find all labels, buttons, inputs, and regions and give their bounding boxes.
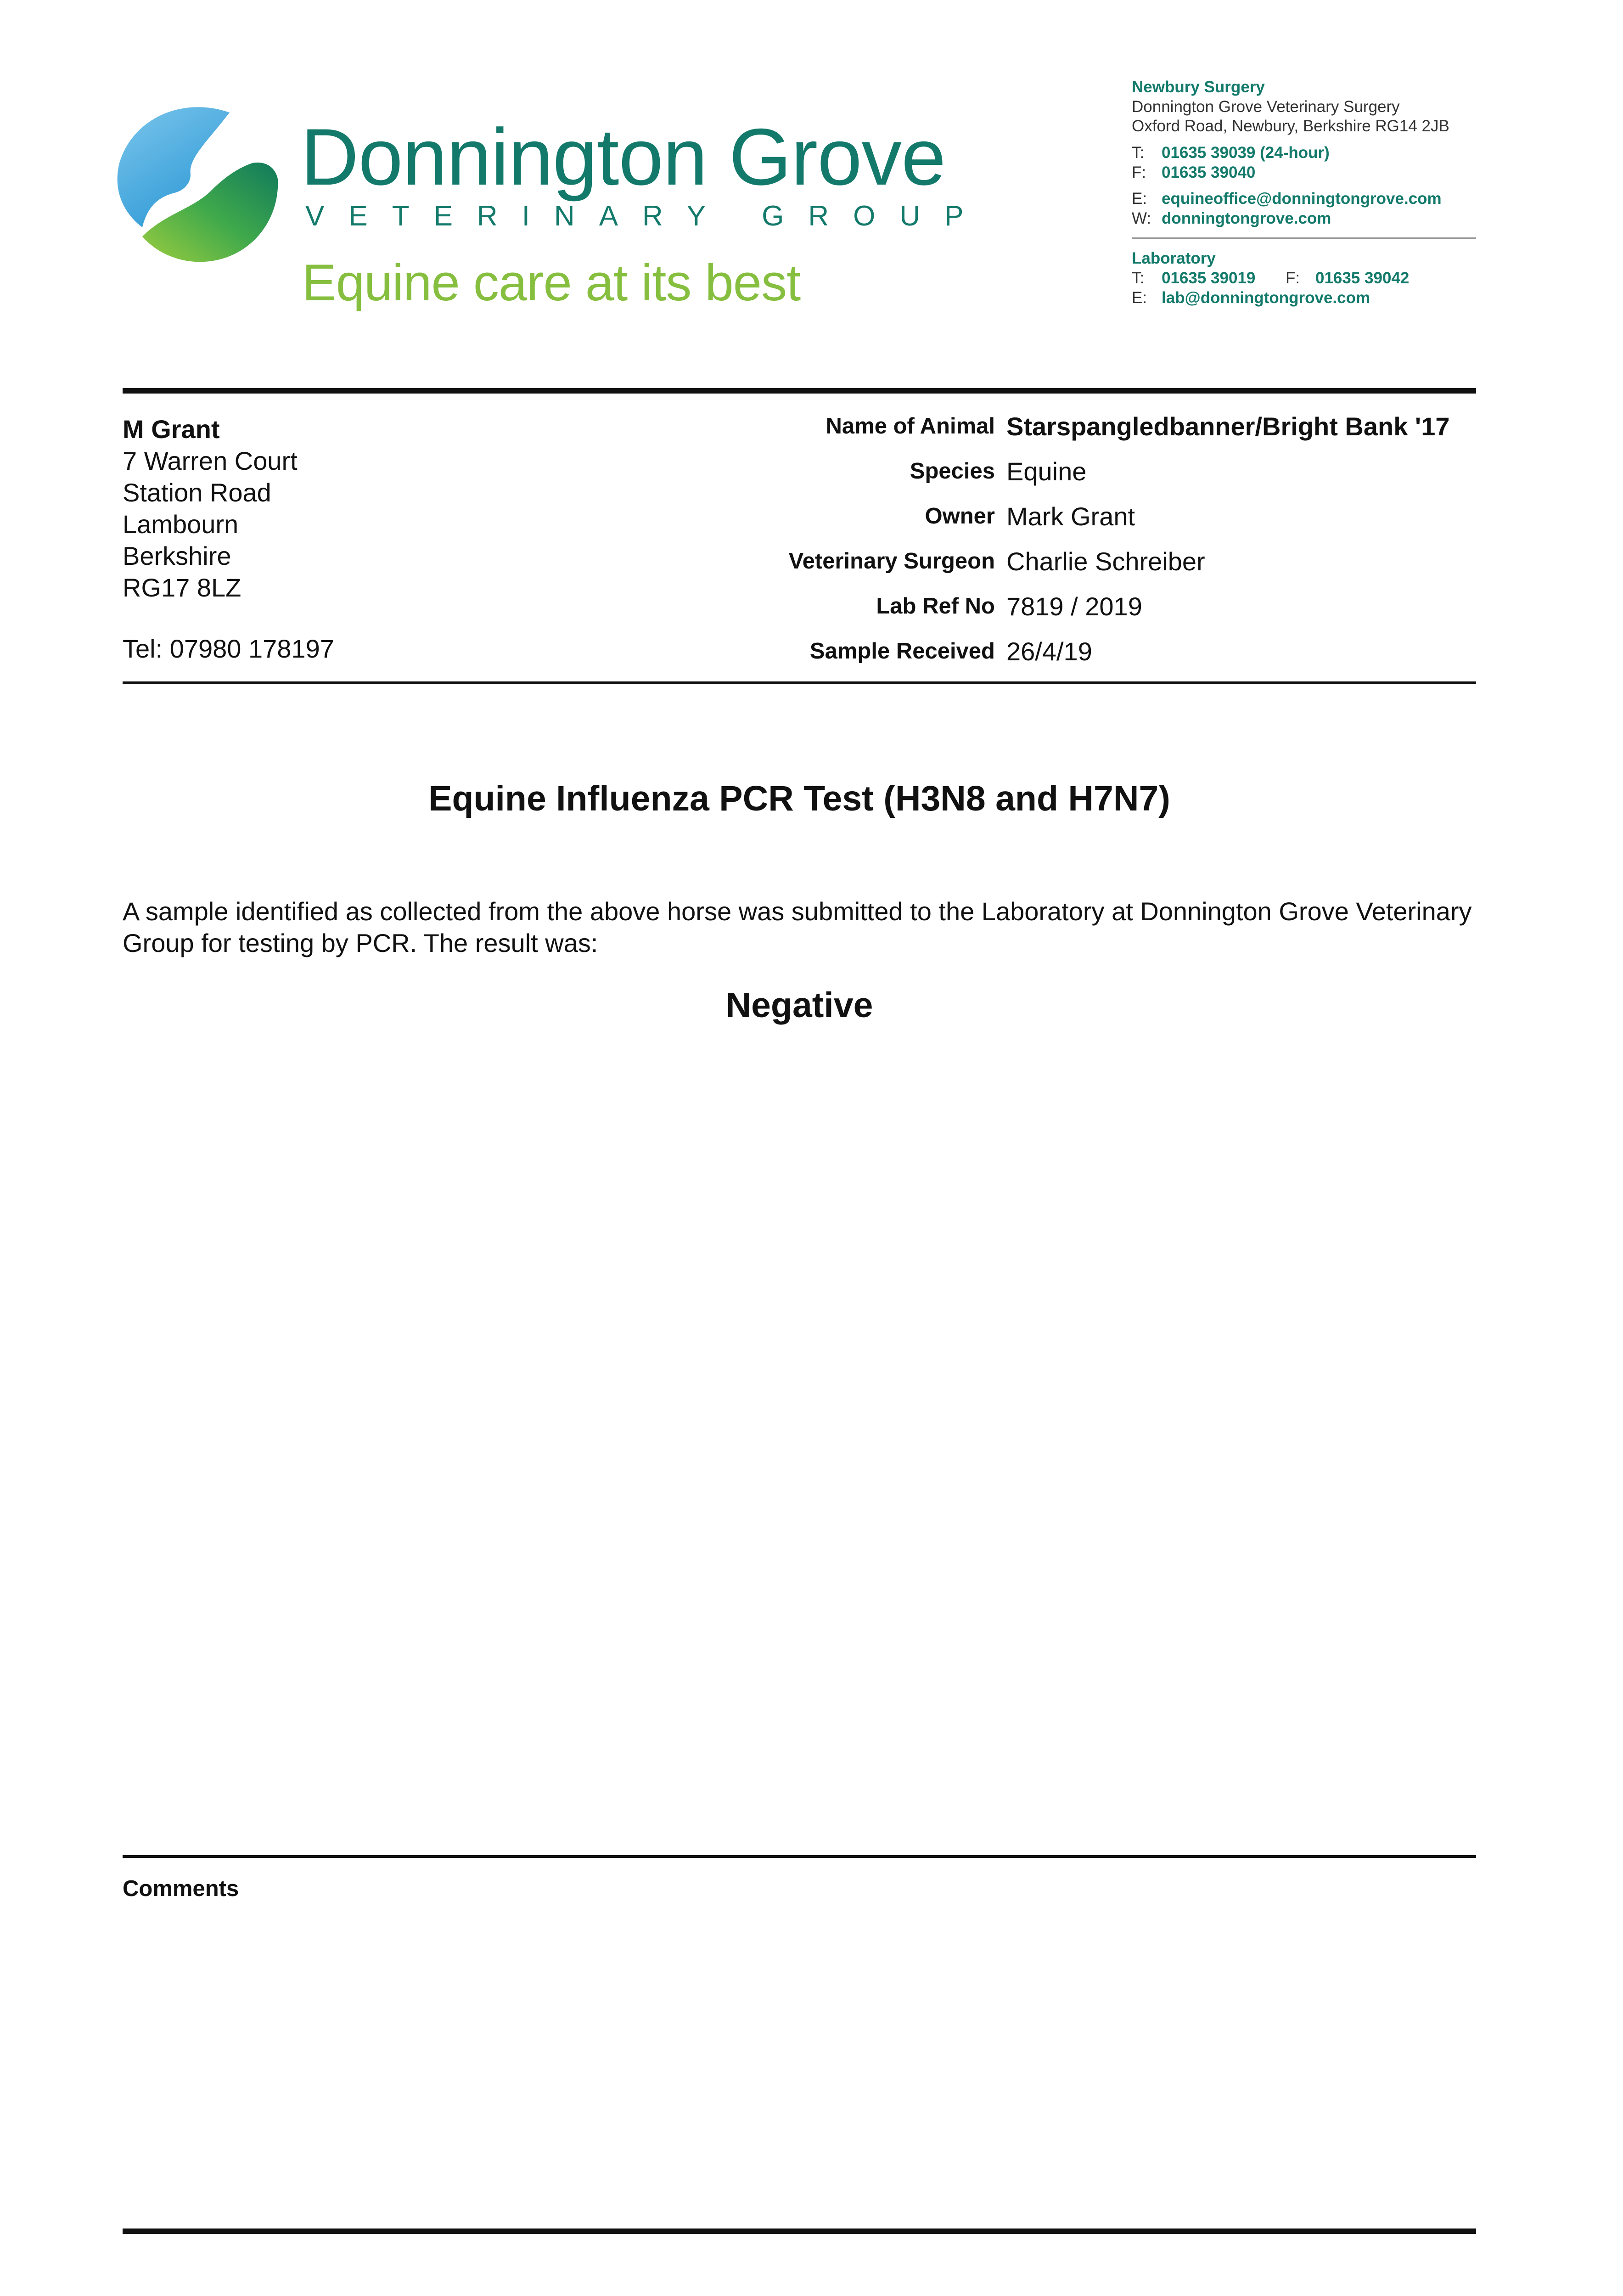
report-title: Equine Influenza PCR Test (H3N8 and H7N7) bbox=[428, 779, 1170, 818]
header-rule bbox=[123, 388, 1476, 394]
detail-label: Lab Ref No bbox=[876, 594, 995, 619]
detail-label: Species bbox=[910, 459, 995, 484]
details-rule bbox=[123, 681, 1476, 684]
detail-label: Sample Received bbox=[809, 639, 995, 664]
recipient-tel: Tel: 07980 178197 bbox=[123, 634, 334, 663]
detail-row-species bbox=[597, 456, 1483, 501]
detail-label: Veterinary Surgeon bbox=[788, 549, 995, 574]
surgery-web-link[interactable]: donningtongrove.com bbox=[1162, 209, 1331, 227]
contact-divider bbox=[1132, 237, 1476, 239]
surgery-web-label: W: bbox=[1132, 209, 1151, 227]
surgery-fax-label: F: bbox=[1132, 163, 1146, 181]
address-line: Berkshire bbox=[123, 541, 231, 570]
detail-value: Charlie Schreiber bbox=[1006, 547, 1205, 576]
surgery-address-line2: Oxford Road, Newbury, Berkshire RG14 2JB bbox=[1132, 117, 1449, 135]
comments-label: Comments bbox=[123, 1876, 239, 1901]
laboratory-heading: Laboratory bbox=[1132, 249, 1216, 267]
detail-value: Starspangledbanner/Bright Bank '17 bbox=[1006, 412, 1450, 441]
detail-value: Mark Grant bbox=[1006, 502, 1135, 531]
horse-head-circle-logo bbox=[115, 99, 280, 264]
surgery-email-label: E: bbox=[1132, 190, 1147, 208]
address-line: RG17 8LZ bbox=[123, 573, 241, 602]
surgery-tel[interactable]: 01635 39039 (24-hour) bbox=[1162, 144, 1330, 162]
address-line: 7 Warren Court bbox=[123, 446, 298, 475]
detail-value: 7819 / 2019 bbox=[1006, 592, 1142, 621]
laboratory-tel-label: T: bbox=[1132, 269, 1145, 287]
tagline: Equine care at its best bbox=[302, 254, 801, 311]
detail-row-sample-received bbox=[597, 636, 1483, 681]
footer-rule bbox=[123, 2228, 1476, 2234]
laboratory-fax-label: F: bbox=[1286, 269, 1300, 287]
laboratory-tel[interactable]: 01635 39019 bbox=[1162, 269, 1256, 287]
surgery-tel-label: T: bbox=[1132, 144, 1145, 162]
detail-label: Name of Animal bbox=[826, 414, 995, 439]
laboratory-email-link[interactable]: lab@donningtongrove.com bbox=[1162, 289, 1370, 307]
detail-row-animal-name bbox=[597, 411, 1483, 456]
surgery-contact bbox=[1132, 79, 1481, 231]
address-line: Station Road bbox=[123, 478, 271, 507]
address-line: Lambourn bbox=[123, 510, 239, 539]
animal-details bbox=[597, 411, 1483, 681]
detail-row-vet-surgeon bbox=[597, 546, 1483, 591]
brand-subtitle: VETERINARY GROUP bbox=[305, 200, 988, 232]
report-paragraph: A sample identified as collected from the above horse was submitted to the Laboratory at Donnington Grove Veterinary Group for testing by PCR. The result was: bbox=[123, 897, 1472, 957]
detail-row-lab-ref bbox=[597, 591, 1483, 636]
laboratory-contact bbox=[1132, 250, 1481, 310]
laboratory-fax: 01635 39042 bbox=[1315, 269, 1410, 287]
surgery-fax: 01635 39040 bbox=[1162, 163, 1256, 181]
detail-value: 26/4/19 bbox=[1006, 637, 1092, 666]
brand-name: Donnington Grove bbox=[301, 113, 946, 202]
surgery-address-line1: Donnington Grove Veterinary Surgery bbox=[1132, 98, 1400, 116]
detail-row-owner bbox=[597, 501, 1483, 546]
recipient-address bbox=[123, 413, 298, 603]
detail-label: Owner bbox=[925, 504, 995, 529]
test-result: Negative bbox=[725, 985, 873, 1025]
surgery-heading: Newbury Surgery bbox=[1132, 78, 1265, 96]
laboratory-email-label: E: bbox=[1132, 289, 1147, 307]
comments-rule bbox=[123, 1855, 1476, 1858]
recipient-name: M Grant bbox=[123, 415, 220, 444]
surgery-email-link[interactable]: equineoffice@donningtongrove.com bbox=[1162, 190, 1442, 208]
detail-value: Equine bbox=[1006, 457, 1087, 486]
